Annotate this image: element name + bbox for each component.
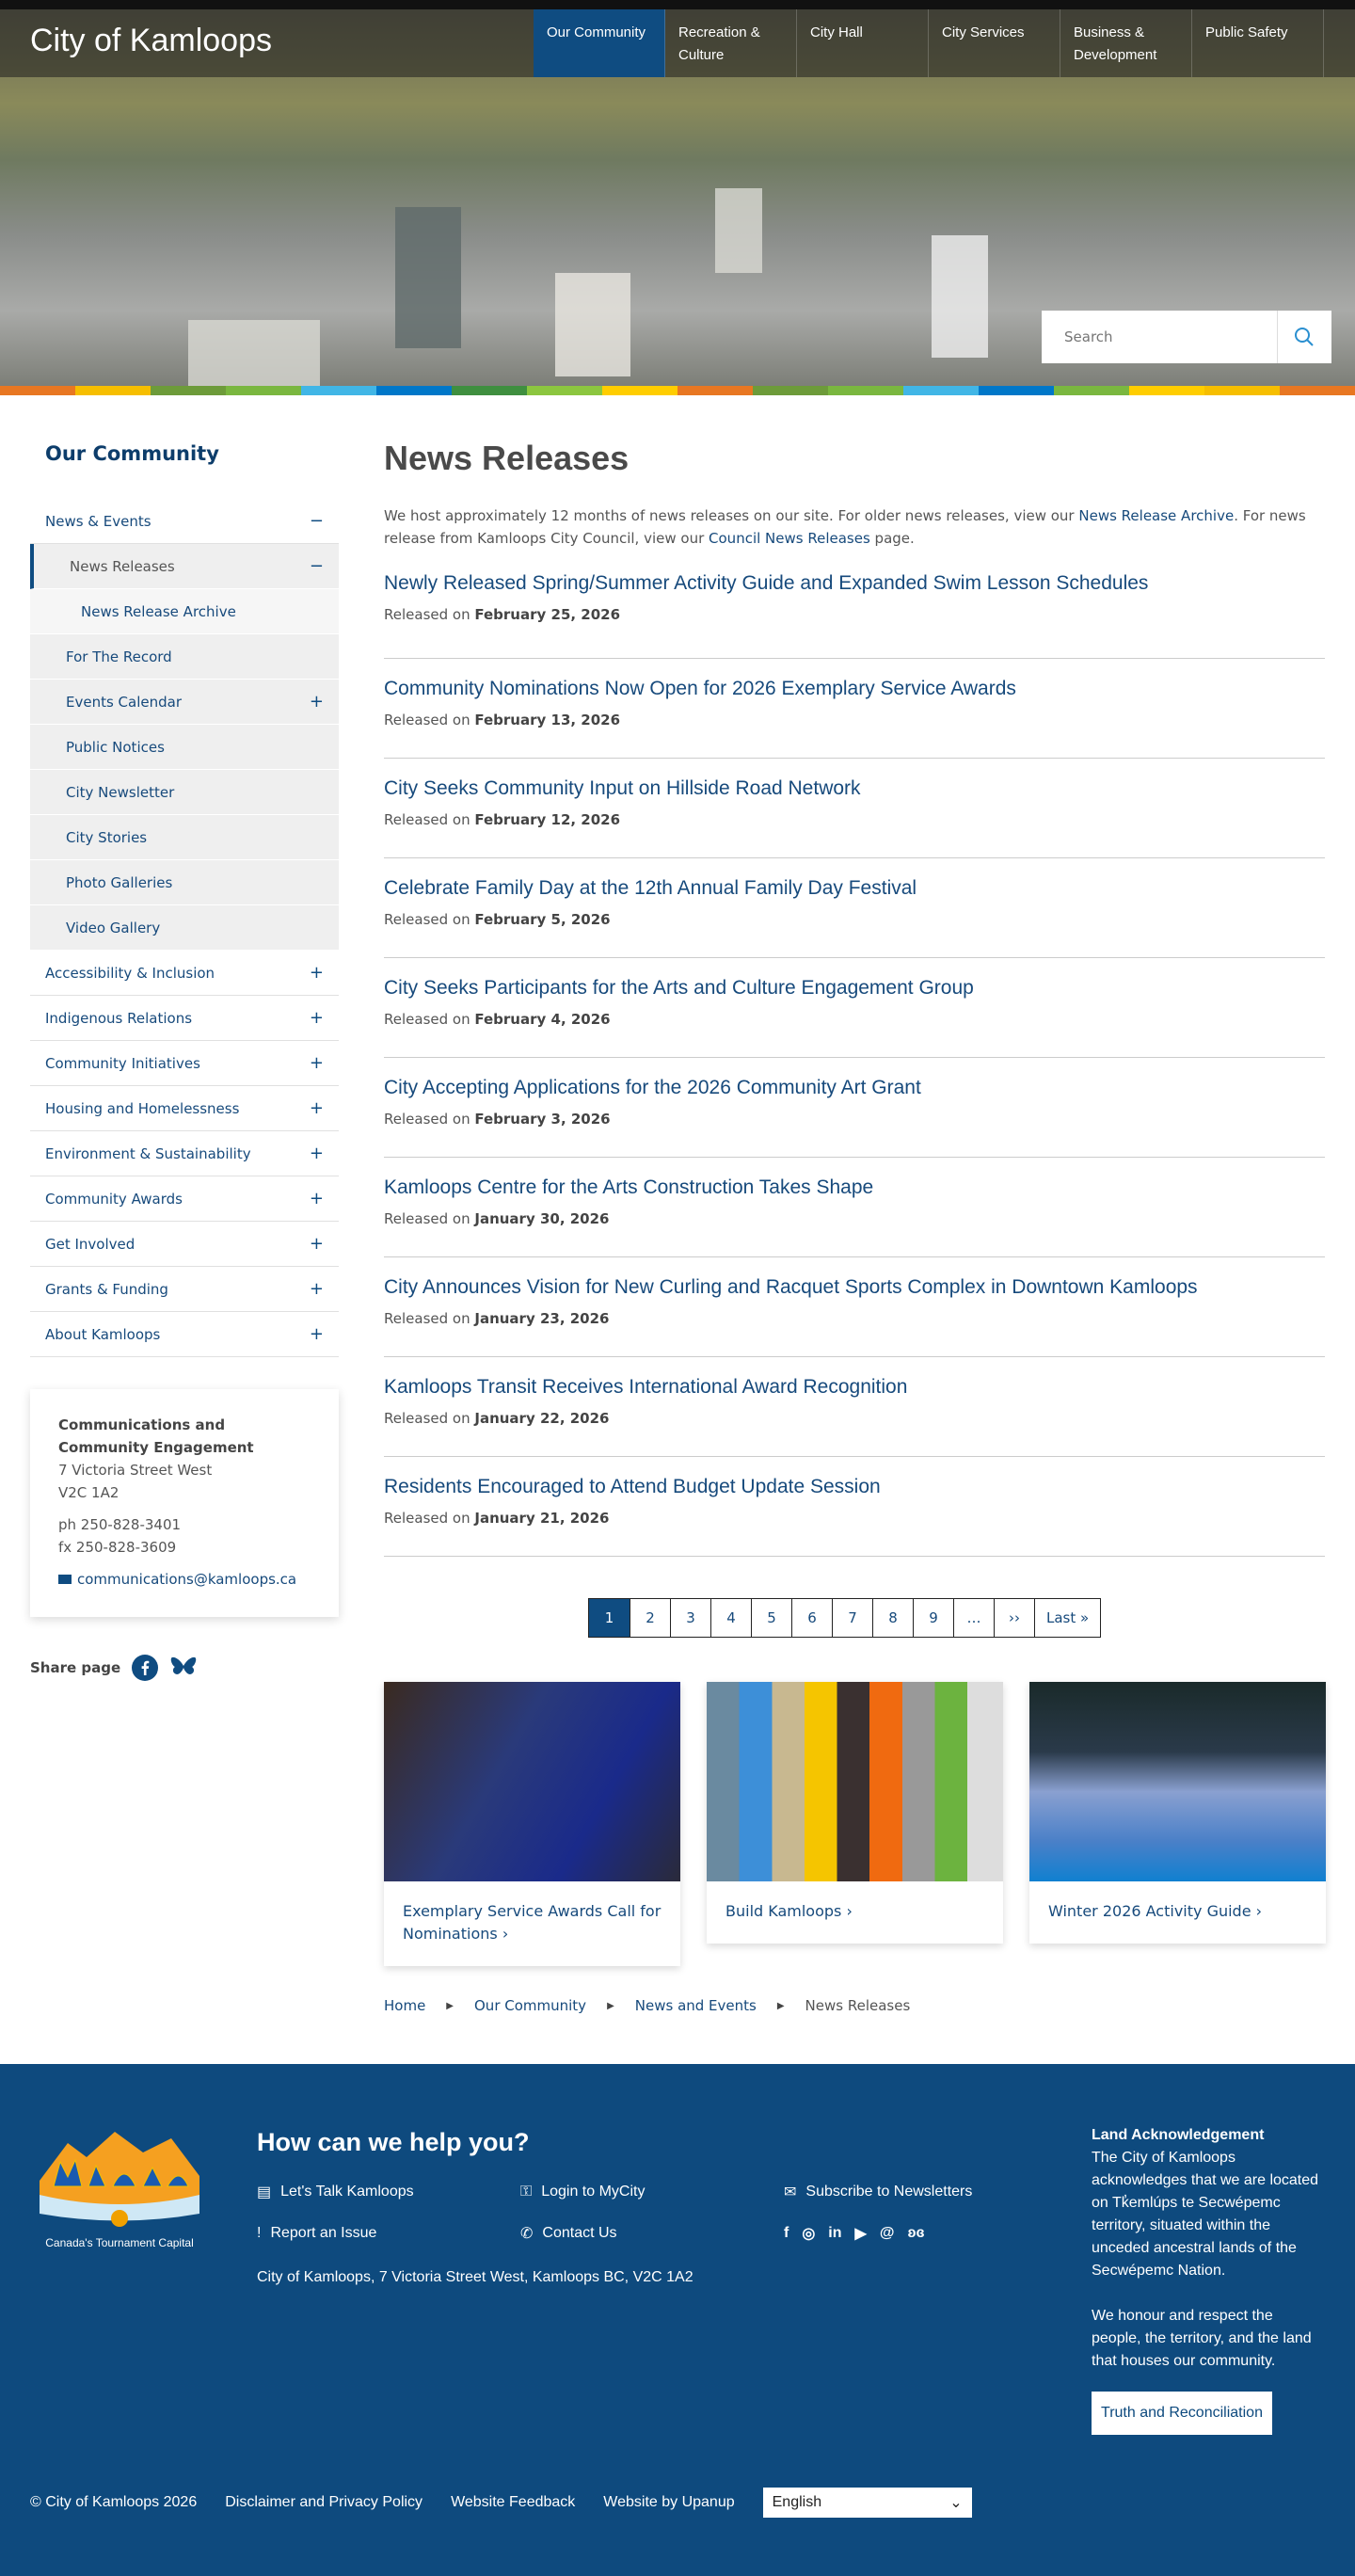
- lets-talk-link[interactable]: ▤ Let's Talk Kamloops: [257, 2184, 414, 2200]
- expand-icon[interactable]: +: [309, 963, 324, 983]
- share-label: Share page: [30, 1659, 121, 1676]
- page-link[interactable]: 1: [589, 1599, 630, 1637]
- awards-image: [384, 1682, 680, 1881]
- instagram-icon[interactable]: ◎: [802, 2226, 816, 2242]
- pagination: [588, 1598, 1101, 1638]
- footer: [0, 2064, 1355, 2576]
- search-button[interactable]: [1277, 311, 1330, 363]
- sidebar-item[interactable]: [30, 499, 339, 544]
- stripe-segment: [1129, 386, 1204, 395]
- facebook-icon[interactable]: [132, 1655, 158, 1681]
- sidebar-item[interactable]: [30, 725, 339, 770]
- stripe-segment: [979, 386, 1054, 395]
- news-item-date: Released on February 13, 2026: [384, 712, 621, 728]
- news-item-date: Released on February 5, 2026: [384, 911, 611, 928]
- news-item: [384, 1357, 1325, 1457]
- stripe-segment: [226, 386, 301, 395]
- contact-postal: V2C 1A2: [58, 1484, 120, 1501]
- threads-icon[interactable]: @: [879, 2225, 895, 2241]
- news-item-date: Released on January 23, 2026: [384, 1310, 610, 1327]
- stripe-segment: [75, 386, 151, 395]
- contact-street: 7 Victoria Street West: [58, 1462, 213, 1479]
- alert-icon: !: [257, 2225, 262, 2241]
- stripe-segment: [452, 386, 527, 395]
- breadcrumb-item[interactable]: Home: [384, 1997, 426, 2014]
- nav-public-safety[interactable]: Public Safety: [1192, 9, 1324, 77]
- language-value: English: [772, 2494, 822, 2510]
- stripe-segment: [828, 386, 903, 395]
- sidebar-item-label: Video Gallery: [66, 919, 161, 936]
- upanup-link[interactable]: Website by Upanup: [603, 2494, 735, 2510]
- sidebar-item-label: About Kamloops: [45, 1325, 161, 1343]
- stripe-segment: [1280, 386, 1355, 395]
- site-header: [0, 9, 1355, 77]
- top-bar: [0, 0, 1355, 9]
- stripe-segment: [753, 386, 828, 395]
- expand-icon[interactable]: +: [309, 692, 324, 712]
- mail-icon: [58, 1575, 72, 1584]
- expand-icon[interactable]: +: [309, 1279, 324, 1299]
- page-link[interactable]: 9: [913, 1599, 953, 1637]
- news-item-title[interactable]: Community Nominations Now Open for 2026 Exemplary Service Awards: [384, 678, 1016, 699]
- breadcrumb: [384, 1997, 910, 2014]
- news-item-title[interactable]: City Seeks Participants for the Arts and Culture Engagement Group: [384, 977, 974, 999]
- land-paragraph-2: We honour and respect the people, the territory, and the land that houses our community.: [1092, 2308, 1312, 2369]
- stripe-segment: [376, 386, 452, 395]
- chevron-right-icon: ›: [846, 1902, 853, 1920]
- bluesky-icon[interactable]: [169, 1656, 198, 1680]
- page-title: News Releases: [384, 439, 630, 477]
- chevron-down-icon: ⌄: [949, 2495, 963, 2511]
- build-kamloops-image: [707, 1682, 1003, 1881]
- contact-card: [30, 1389, 339, 1617]
- help-links: [257, 2183, 1047, 2243]
- sidebar-item-label: Events Calendar: [66, 693, 183, 711]
- sidebar-item[interactable]: [30, 1312, 339, 1357]
- promo-cards: [384, 1682, 1326, 1966]
- intro-text: We host approximately 12 months of news releases on our site. For older news releases, view our News Release Archive. For news release from Kamloops City Council, view our Council News Releases page.: [384, 507, 1306, 547]
- expand-icon[interactable]: +: [309, 1098, 324, 1118]
- stripe-segment: [0, 386, 75, 395]
- logo-tagline: Canada's Tournament Capital: [45, 2236, 194, 2249]
- news-item-date: Released on February 12, 2026: [384, 811, 621, 828]
- news-item-title[interactable]: Residents Encouraged to Attend Budget Update Session: [384, 1476, 881, 1497]
- contact-fax: fx 250-828-3609: [58, 1539, 177, 1556]
- report-issue-link[interactable]: ! Report an Issue: [257, 2225, 377, 2241]
- sidebar-item[interactable]: [30, 770, 339, 815]
- news-item-title[interactable]: Celebrate Family Day at the 12th Annual Family Day Festival: [384, 877, 917, 899]
- sidebar-item[interactable]: [30, 1176, 339, 1222]
- language-select[interactable]: [763, 2488, 972, 2518]
- sidebar-nav: [30, 499, 339, 1357]
- stripe-segment: [151, 386, 226, 395]
- page-link[interactable]: 6: [791, 1599, 832, 1637]
- color-stripe: [0, 386, 1355, 395]
- page-link[interactable]: 3: [670, 1599, 710, 1637]
- sidebar-item-label: Indigenous Relations: [45, 1009, 193, 1027]
- news-item-title[interactable]: Kamloops Centre for the Arts Construction Takes Shape: [384, 1176, 874, 1198]
- breadcrumb-item[interactable]: News and Events: [634, 1997, 757, 2014]
- sidebar-item-label: Get Involved: [45, 1235, 136, 1253]
- news-item-date: Released on January 22, 2026: [384, 1410, 610, 1427]
- sidebar-item[interactable]: [30, 905, 339, 951]
- collapse-icon[interactable]: −: [309, 556, 324, 576]
- news-item: [384, 958, 1325, 1058]
- news-item-title[interactable]: Newly Released Spring/Summer Activity Guide and Expanded Swim Lesson Schedules: [384, 572, 1149, 594]
- sidebar-item[interactable]: [30, 589, 339, 634]
- stripe-segment: [678, 386, 753, 395]
- sidebar-item-label: News & Events: [45, 512, 151, 530]
- contact-dept: Communications and Community Engagement: [58, 1416, 254, 1456]
- subscribe-link[interactable]: ✉ Subscribe to Newsletters: [784, 2184, 973, 2200]
- stripe-segment: [602, 386, 678, 395]
- page-link[interactable]: 7: [832, 1599, 872, 1637]
- stripe-segment: [903, 386, 979, 395]
- land-paragraph-1: The City of Kamloops acknowledges that we are located on Tk̓emlúps te Secwépemc territory, situated within the unceded ancestral lands of the Secwépemc Nation.: [1092, 2150, 1319, 2279]
- sidebar-item-label: City Stories: [66, 828, 148, 846]
- promo-card[interactable]: Winter 2026 Activity Guide ›: [1029, 1682, 1326, 1944]
- feedback-link[interactable]: Website Feedback: [451, 2494, 576, 2510]
- bluesky-icon[interactable]: ʚɞ: [907, 2225, 925, 2241]
- collapse-icon[interactable]: −: [309, 511, 324, 531]
- key-icon: ⚿: [520, 2184, 533, 2200]
- breadcrumb-separator-icon: ▶: [446, 2000, 454, 2011]
- page-link[interactable]: 5: [751, 1599, 791, 1637]
- privacy-link[interactable]: Disclaimer and Privacy Policy: [225, 2494, 423, 2510]
- sidebar-item-label: Housing and Homelessness: [45, 1099, 240, 1117]
- page-link[interactable]: …: [953, 1599, 994, 1637]
- news-item: [384, 1158, 1325, 1257]
- kamloops-logo[interactable]: [30, 2124, 209, 2249]
- copyright: © City of Kamloops 2026: [30, 2494, 198, 2510]
- sidebar-item[interactable]: [30, 680, 339, 725]
- sidebar-item[interactable]: [30, 1267, 339, 1312]
- sidebar-item[interactable]: [30, 860, 339, 905]
- sidebar-item-label: Photo Galleries: [66, 873, 173, 891]
- news-item: [384, 858, 1325, 958]
- stripe-segment: [1054, 386, 1129, 395]
- sidebar-item[interactable]: [30, 1086, 339, 1131]
- chevron-right-icon: ›: [1255, 1902, 1263, 1920]
- sidebar-item-label: Environment & Sustainability: [45, 1144, 251, 1162]
- news-list: [384, 559, 1325, 1557]
- news-item-title[interactable]: City Seeks Community Input on Hillside Road Network: [384, 777, 861, 799]
- promo-card[interactable]: Build Kamloops ›: [707, 1682, 1003, 1944]
- news-item-date: Released on January 21, 2026: [384, 1510, 610, 1527]
- sidebar-item-label: Community Initiatives: [45, 1054, 200, 1072]
- page-link[interactable]: ››: [994, 1599, 1034, 1637]
- stripe-segment: [1204, 386, 1280, 395]
- sidebar-item-label: Public Notices: [66, 738, 165, 756]
- news-item: [384, 759, 1325, 858]
- expand-icon[interactable]: +: [309, 1324, 324, 1344]
- expand-icon[interactable]: +: [309, 1144, 324, 1163]
- sidebar-item-label: Accessibility & Inclusion: [45, 964, 215, 982]
- breadcrumb-separator-icon: ▶: [776, 2000, 785, 2011]
- news-item-title[interactable]: City Accepting Applications for the 2026 Community Art Grant: [384, 1077, 921, 1098]
- expand-icon[interactable]: +: [309, 1234, 324, 1254]
- facebook-icon[interactable]: f: [784, 2225, 789, 2241]
- news-item: [384, 1257, 1325, 1357]
- sidebar-item[interactable]: [30, 634, 339, 680]
- truth-reconciliation-button[interactable]: Truth and Reconciliation: [1092, 2392, 1272, 2435]
- page-link[interactable]: Last »: [1034, 1599, 1100, 1637]
- news-item: [384, 659, 1325, 759]
- search-box: [1042, 311, 1331, 363]
- breadcrumb-separator-icon: ▶: [607, 2000, 614, 2011]
- login-link[interactable]: ⚿ Login to MyCity: [520, 2184, 646, 2200]
- nav-city-hall[interactable]: City Hall: [797, 9, 929, 77]
- news-item-date: Released on February 3, 2026: [384, 1111, 611, 1128]
- news-item: [384, 1058, 1325, 1158]
- linkedin-icon[interactable]: in: [828, 2225, 842, 2241]
- sidebar-item-label: Community Awards: [45, 1190, 183, 1208]
- news-item: [384, 559, 1325, 659]
- stripe-segment: [527, 386, 602, 395]
- land-title: Land Acknowledgement: [1092, 2127, 1265, 2143]
- youtube-icon[interactable]: ▶: [854, 2226, 867, 2242]
- sidebar-item[interactable]: [30, 1131, 339, 1176]
- news-item-date: Released on January 30, 2026: [384, 1210, 610, 1227]
- expand-icon[interactable]: +: [309, 1189, 324, 1208]
- share-page: [30, 1655, 198, 1681]
- nav-our-community[interactable]: Our Community: [534, 9, 665, 77]
- sidebar-item[interactable]: [30, 1041, 339, 1086]
- nav-city-services[interactable]: City Services: [929, 9, 1060, 77]
- contact-link[interactable]: ✆ Contact Us: [520, 2225, 617, 2242]
- contact-email[interactable]: communications@kamloops.ca: [77, 1571, 297, 1588]
- expand-icon[interactable]: +: [309, 1053, 324, 1073]
- page-link[interactable]: 4: [710, 1599, 751, 1637]
- expand-icon[interactable]: +: [309, 1008, 324, 1028]
- contact-phone: ph 250-828-3401: [58, 1516, 182, 1533]
- chat-icon: ▤: [257, 2184, 272, 2200]
- footer-address: City of Kamloops, 7 Victoria Street West, Kamloops BC, V2C 1A2: [257, 2269, 693, 2285]
- breadcrumb-item: News Releases: [805, 1997, 911, 2014]
- news-item-title[interactable]: Kamloops Transit Receives International Award Recognition: [384, 1376, 908, 1398]
- council-news-link[interactable]: Council News Releases: [709, 530, 870, 547]
- sidebar-item-label: City Newsletter: [66, 783, 175, 801]
- sidebar-item[interactable]: [30, 815, 339, 860]
- nav-recreation-culture[interactable]: Recreation & Culture: [665, 9, 797, 77]
- search-icon: [1293, 326, 1315, 348]
- stripe-segment: [301, 386, 376, 395]
- search-input[interactable]: [1042, 328, 1277, 345]
- social-links: [784, 2224, 1047, 2243]
- sidebar-heading[interactable]: Our Community: [45, 442, 219, 465]
- news-item-title[interactable]: City Announces Vision for New Curling and Racquet Sports Complex in Downtown Kamloops: [384, 1276, 1198, 1298]
- nav-business-development[interactable]: Business & Development: [1060, 9, 1192, 77]
- sidebar-item-label: For The Record: [66, 648, 172, 665]
- promo-card[interactable]: Exemplary Service Awards Call for Nominations ›: [384, 1682, 680, 1966]
- news-release-archive-link[interactable]: News Release Archive: [1078, 507, 1235, 524]
- chevron-right-icon: ›: [502, 1925, 509, 1943]
- footer-bottom: [30, 2488, 972, 2518]
- newsletter-icon: ✉: [784, 2184, 797, 2200]
- page-link[interactable]: 8: [872, 1599, 913, 1637]
- main-nav: [534, 9, 1324, 77]
- site-title[interactable]: City of Kamloops: [30, 23, 272, 58]
- sidebar-item-label: Grants & Funding: [45, 1280, 168, 1298]
- help-title: How can we help you?: [257, 2128, 530, 2156]
- winter-guide-image: [1029, 1682, 1326, 1881]
- sidebar-item-label: News Release Archive: [81, 602, 236, 620]
- main-content: [384, 439, 1325, 1557]
- sidebar-item[interactable]: [30, 1222, 339, 1267]
- sidebar-item[interactable]: [30, 544, 339, 589]
- phone-icon: ✆: [520, 2226, 534, 2242]
- news-item-date: Released on February 4, 2026: [384, 1011, 611, 1028]
- sidebar-item-label: News Releases: [70, 557, 175, 575]
- land-acknowledgement: [1092, 2124, 1322, 2435]
- page-link[interactable]: 2: [630, 1599, 670, 1637]
- news-item: [384, 1457, 1325, 1557]
- sidebar-item[interactable]: [30, 996, 339, 1041]
- sidebar-item[interactable]: [30, 951, 339, 996]
- breadcrumb-item[interactable]: Our Community: [474, 1997, 587, 2014]
- news-item-date: Released on February 25, 2026: [384, 606, 621, 623]
